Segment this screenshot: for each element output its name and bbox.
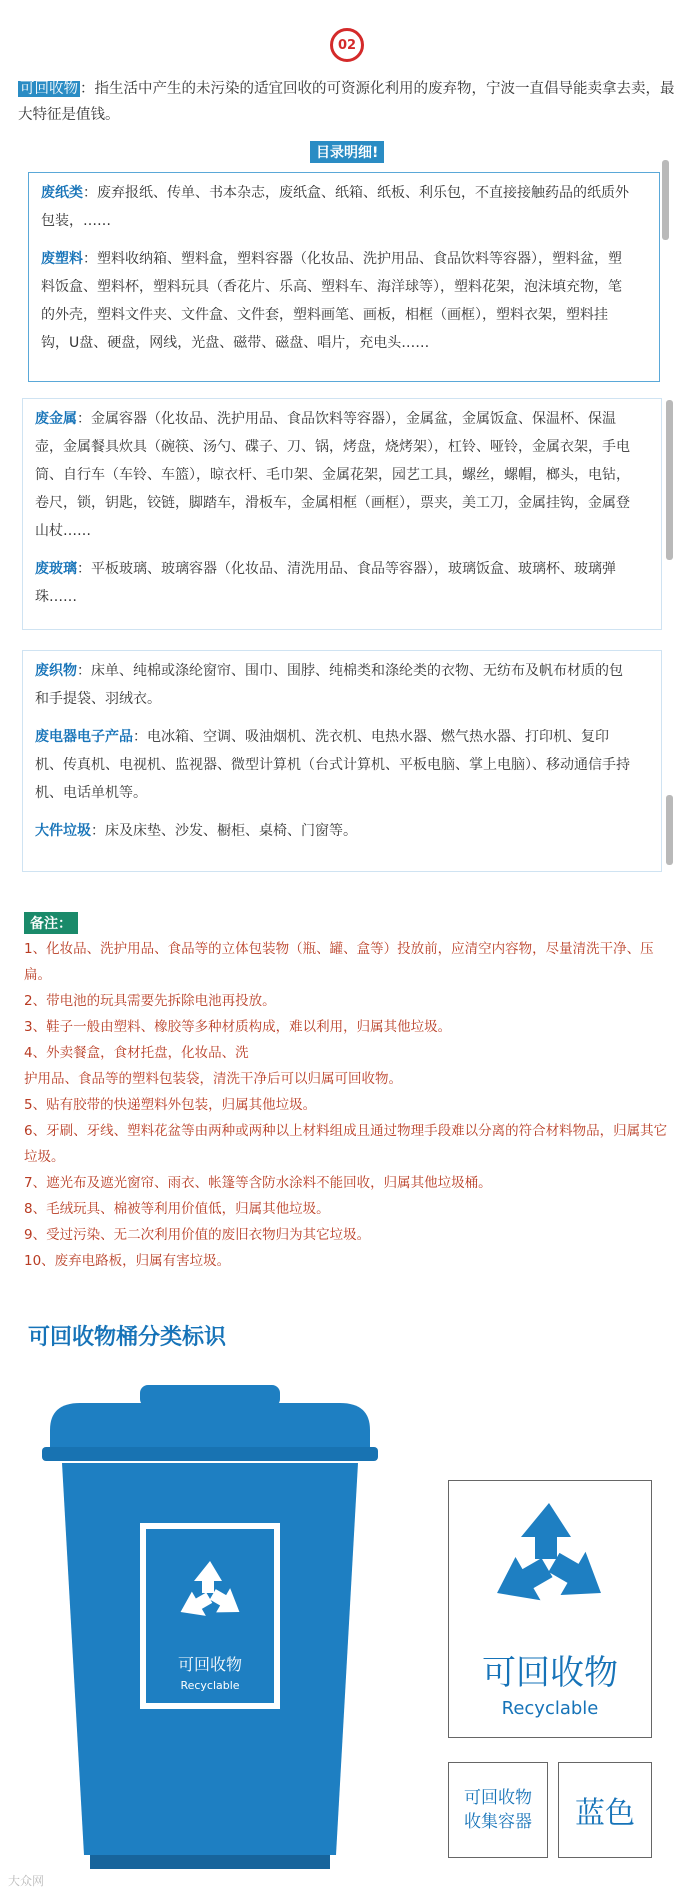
sign-label-cn: 可回收物 xyxy=(482,1653,618,1693)
category-item: 废电器电子产品：电冰箱、空调、吸油烟机、洗衣机、电热水器、燃气热水器、打印机、复印机、传真机、电视机、监视器、微型计算机（台式计算机、平板电脑、掌上电脑）、移动通信手持机、电话单机等。 xyxy=(35,729,630,801)
note-item: 2、带电池的玩具需要先拆除电池再投放。 xyxy=(24,993,276,1009)
intro-term: 可回收物 xyxy=(20,81,78,97)
note-item: 1、化妆品、洗护用品、食品等的立体包装物（瓶、罐、盒等）投放前，应清空内容物，尽量清洗干净、压扁。 xyxy=(24,941,654,983)
note-item: 5、贴有胶带的快递塑料外包装，归属其他垃圾。 xyxy=(24,1097,317,1113)
category-item: 废纸类：废弃报纸、传单、书本杂志，废纸盒、纸箱、纸板、利乐包，不直接接触药品的纸质外包装，…… xyxy=(41,185,629,229)
color-label-box xyxy=(558,1762,652,1858)
bin-section-title: 可回收物桶分类标识 xyxy=(28,1325,227,1350)
color-label: 蓝色 xyxy=(575,1796,635,1831)
category-card-3[interactable] xyxy=(22,650,662,872)
note-item: 10、废弃电路板，归属有害垃圾。 xyxy=(24,1253,231,1269)
note-item: 护用品、食品等的塑料包装袋，清洗干净后可以归属可回收物。 xyxy=(24,1071,402,1087)
notes-title: 备注： xyxy=(24,912,78,934)
recycle-icon xyxy=(449,1481,649,1631)
scrollbar-3[interactable] xyxy=(666,795,673,865)
intro-text: ：指生活中产生的未污染的适宜回收的可资源化利用的废弃物，宁波一直倡导能卖拿去卖，最大特征是值钱。 xyxy=(18,81,675,123)
note-item: 9、受过污染、无二次利用价值的废旧衣物归为其它垃圾。 xyxy=(24,1227,371,1243)
category-item: 废织物：床单、纯棉或涤纶窗帘、围巾、围脖、纯棉类和涤纶类的衣物、无纺布及帆布材质的包和手提袋、羽绒衣。 xyxy=(35,663,623,707)
container-label-box xyxy=(448,1762,548,1858)
scrollbar-1[interactable] xyxy=(662,160,669,240)
notes-list xyxy=(24,936,674,1274)
bin-label-en: Recyclable xyxy=(180,1679,240,1692)
category-item: 废玻璃：平板玻璃、玻璃容器（化妆品、清洗用品、食品等容器），玻璃饭盒、玻璃杯、玻璃弹珠…… xyxy=(35,561,616,605)
container-label: 可回收物收集容器 xyxy=(464,1788,532,1832)
intro-paragraph xyxy=(18,76,678,128)
note-item: 3、鞋子一般由塑料、橡胶等多种材质构成，难以利用，归属其他垃圾。 xyxy=(24,1019,452,1035)
note-item: 4、外卖餐盒，食材托盘，化妆品、洗 xyxy=(24,1045,249,1061)
scrollbar-2[interactable] xyxy=(666,400,673,560)
category-item: 大件垃圾：床及床垫、沙发、橱柜、桌椅、门窗等。 xyxy=(35,823,357,839)
category-card-1[interactable] xyxy=(28,172,660,382)
note-item: 6、牙刷、牙线、塑料花盆等由两种或两种以上材料组成且通过物理手段难以分离的符合材料物品，归属其它垃圾。 xyxy=(24,1123,668,1165)
sign-label-en: Recyclable xyxy=(501,1698,599,1719)
watermark: 大众网 xyxy=(8,1874,45,1888)
note-item: 7、遮光布及遮光窗帘、雨衣、帐篷等含防水涂料不能回收，归属其他垃圾桶。 xyxy=(24,1175,492,1191)
directory-title: 目录明细! xyxy=(310,141,384,163)
category-item: 废塑料：塑料收纳箱、塑料盒，塑料容器（化妆品、洗护用品、食品饮料等容器），塑料盆，塑料饭盒、塑料杯，塑料玩具（香花片、乐高、塑料车、海洋球等），塑料花架，泡沫填充物，笔的外壳，塑料文件夹、文件盒、文件套，塑料画笔、画板，相框（画框），塑料衣架，塑料挂钩，U盘、硬盘，网线，光盘、磁带、磁盘、唱片，充电头…… xyxy=(41,251,622,351)
category-item: 废金属：金属容器（化妆品、洗护用品、食品饮料等容器），金属盆，金属饭盒、保温杯、保温壶，金属餐具炊具（碗筷、汤勺、碟子、刀、锅，烤盘，烧烤架），杠铃、哑铃，金属衣架，手电筒、自行车（车铃、车篮），晾衣杆、毛巾架、金属花架，园艺工具，螺丝，螺帽，榔头，电钻，卷尺，锁，钥匙，铰链，脚踏车，滑板车，金属相框（画框），票夹，美工刀，金属挂钩，金属登山杖…… xyxy=(35,411,630,539)
recycle-bin-illustration xyxy=(40,1385,380,1875)
category-card-2[interactable] xyxy=(22,398,662,630)
bin-label-cn: 可回收物 xyxy=(177,1655,243,1674)
note-item: 8、毛绒玩具、棉被等利用价值低，归属其他垃圾。 xyxy=(24,1201,330,1217)
section-number-badge: 02 xyxy=(330,28,364,62)
recyclable-sign xyxy=(448,1480,652,1738)
